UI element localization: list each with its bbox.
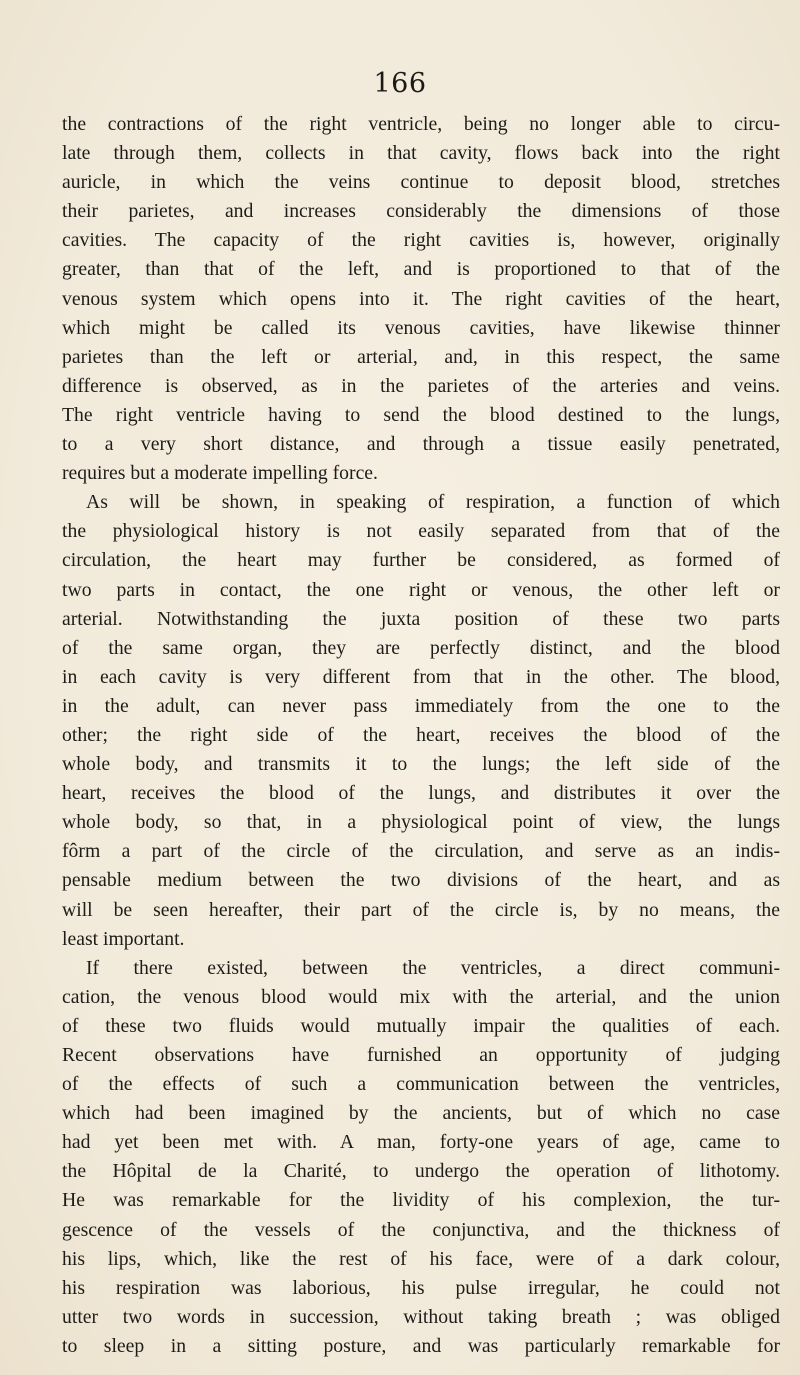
paragraph-2 <box>62 488 780 954</box>
text-line: requires but a moderate impelling force. <box>62 462 378 485</box>
text-line: gescence of the vessels of the conjunctiva, and the thickness of <box>62 1218 780 1241</box>
text-line: venous system which opens into it. The right cavities of the heart, <box>62 287 780 310</box>
text-line: of these two fluids would mutually impair the qualities of each. <box>62 1014 780 1037</box>
text-line: utter two words in succession, without taking breath ; was obliged <box>62 1305 780 1328</box>
text-line: fôrm a part of the circle of the circulation, and serve as an indis- <box>62 840 780 863</box>
text-line: parietes than the left or arterial, and, in this respect, the same <box>62 345 780 368</box>
text-line: whole body, so that, in a physiological point of view, the lungs <box>62 811 780 834</box>
text-line: whole body, and transmits it to the lungs; the left side of the <box>62 753 780 776</box>
text-line: which had been imagined by the ancients, but of which no case <box>62 1102 780 1125</box>
text-line: to sleep in a sitting posture, and was particularly remarkable for <box>62 1334 780 1357</box>
paragraph-3 <box>62 954 780 1361</box>
text-line: in each cavity is very different from that in the other. The blood, <box>62 665 780 688</box>
text-line: circulation, the heart may further be considered, as formed of <box>62 549 780 572</box>
text-line: The right ventricle having to send the blood destined to the lungs, <box>62 403 780 426</box>
text-line: He was remarkable for the lividity of his complexion, the tur- <box>62 1189 780 1212</box>
text-line: the physiological history is not easily separated from that of the <box>62 520 780 543</box>
text-line: the contractions of the right ventricle, being no longer able to circu- <box>62 113 780 135</box>
text-line: greater, than that of the left, and is proportioned to that of the <box>62 258 780 281</box>
text-line: pensable medium between the two divisions of the heart, and as <box>62 869 780 892</box>
text-line: of the effects of such a communication between the ventricles, <box>62 1073 780 1096</box>
text-line: in the adult, can never pass immediately from the one to the <box>62 694 780 717</box>
text-line: auricle, in which the veins continue to deposit blood, stretches <box>62 171 780 194</box>
text-line: their parietes, and increases considerably the dimensions of those <box>62 200 780 223</box>
text-line: late through them, collects in that cavity, flows back into the right <box>62 142 780 165</box>
text-line: As will be shown, in speaking of respiration, a function of which <box>86 491 780 514</box>
text-line: had yet been met with. A man, forty-one years of age, came to <box>62 1131 780 1154</box>
body-text <box>62 110 780 1361</box>
text-line: which might be called its venous cavities, have likewise thinner <box>62 316 780 339</box>
text-line: difference is observed, as in the parietes of the arteries and veins. <box>62 374 780 397</box>
text-line: cation, the venous blood would mix with the arterial, and the union <box>62 985 780 1008</box>
text-line: his lips, which, like the rest of his face, were of a dark colour, <box>62 1247 780 1270</box>
text-line: of the same organ, they are perfectly distinct, and the blood <box>62 636 780 659</box>
text-line: two parts in contact, the one right or venous, the other left or <box>62 578 780 601</box>
text-line: least important. <box>62 927 185 950</box>
text-line: his respiration was laborious, his pulse irregular, he could not <box>62 1276 780 1299</box>
text-line: to a very short distance, and through a tissue easily penetrated, <box>62 433 780 456</box>
text-line: will be seen hereafter, their part of the circle is, by no means, the <box>62 898 780 921</box>
text-line: heart, receives the blood of the lungs, and distributes it over the <box>62 782 780 805</box>
paragraph-1 <box>62 110 780 488</box>
text-line: cavities. The capacity of the right cavities is, however, originally <box>62 229 780 252</box>
text-line: other; the right side of the heart, receives the blood of the <box>62 723 780 746</box>
page-number: 166 <box>373 68 427 99</box>
text-line: Recent observations have furnished an opportunity of judging <box>62 1044 780 1066</box>
text-line: arterial. Notwithstanding the juxta position of these two parts <box>62 607 780 630</box>
text-line: the Hôpital de la Charité, to undergo the operation of lithotomy. <box>62 1160 780 1183</box>
text-line: If there existed, between the ventricles, a direct communi- <box>86 956 780 979</box>
